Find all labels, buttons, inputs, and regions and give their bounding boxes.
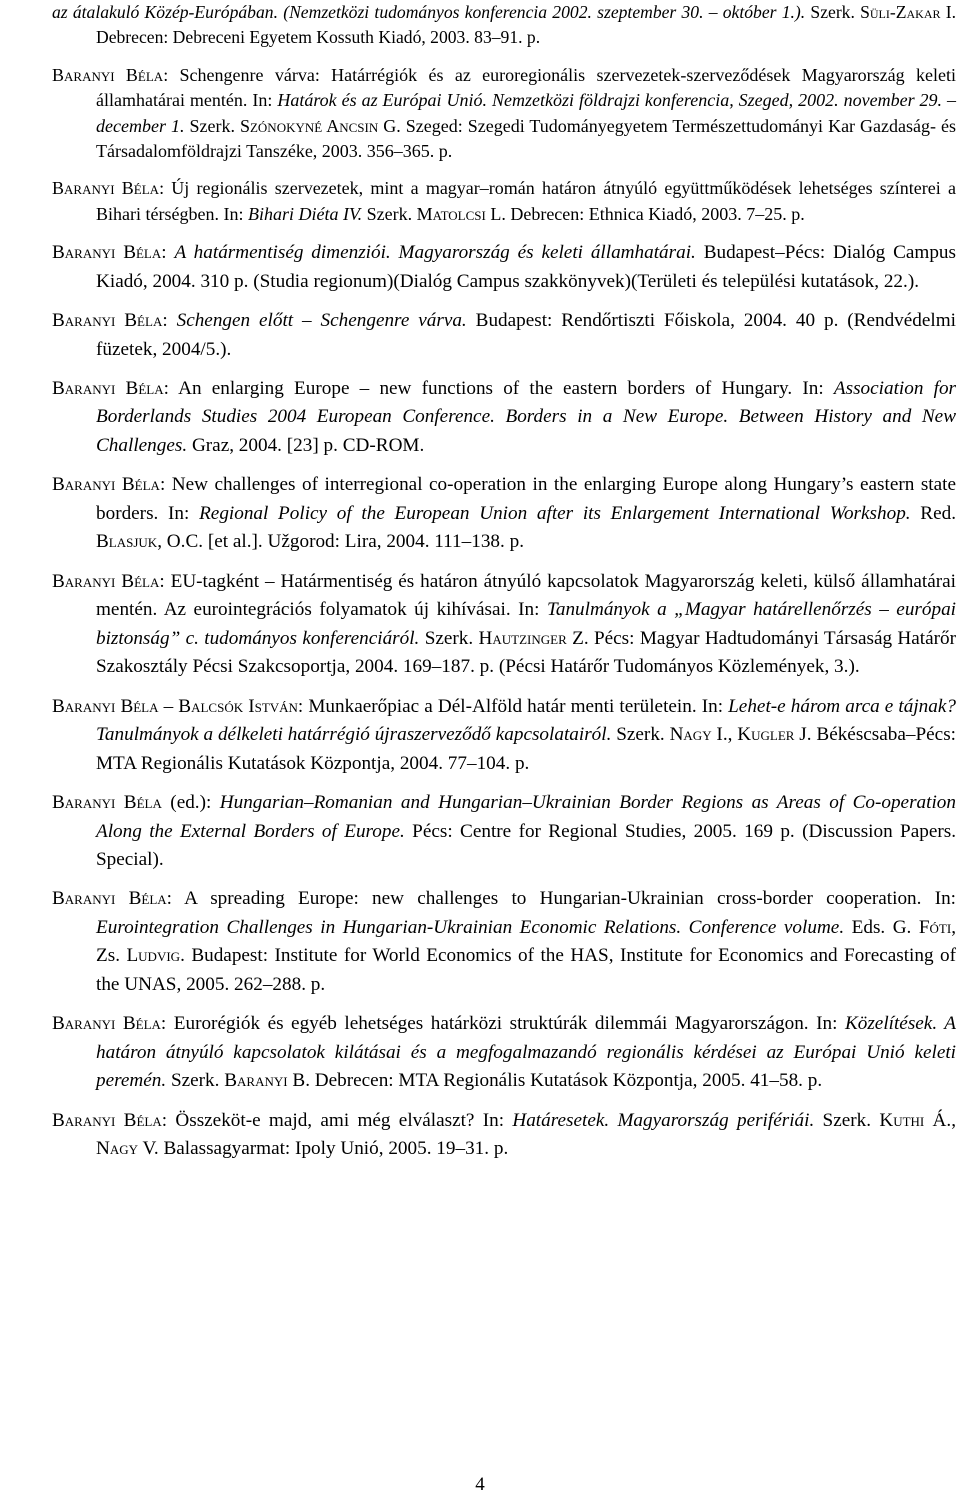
- entry-text: Szerk.: [611, 724, 670, 746]
- author-name: Szónokyné Ancsin: [239, 115, 379, 136]
- publication-title: Határesetek. Magyarország perifériái.: [512, 1109, 815, 1131]
- entry-text: Eds. G.: [844, 916, 919, 938]
- entry-text: I. Debrecen: Debreceni Egyetem Kossuth Kiadó, 2003. 83–91. p.: [96, 2, 956, 48]
- entry-text: : Összeköt-e majd, ami még elválaszt? In:: [161, 1109, 513, 1131]
- bibliography-entry: [52, 471, 956, 557]
- bibliography-list: [52, 0, 956, 1164]
- author-name: Nagy: [669, 724, 712, 746]
- author-name: Baranyi Béla: [52, 888, 167, 910]
- entry-text: :: [162, 310, 177, 332]
- bibliography-entry: [52, 63, 956, 165]
- entry-text: Szerk.: [814, 1109, 880, 1131]
- bibliography-entry: [52, 693, 956, 779]
- author-name: Kugler: [737, 724, 795, 746]
- entry-text: Szerk.: [805, 2, 861, 22]
- entry-text: : Eurorégiók és egyéb lehetséges határközi struktúrák dilemmái Magyarországon. In:: [160, 1013, 845, 1035]
- author-name: Baranyi Béla: [52, 310, 163, 332]
- publication-title: az átalakuló Közép-Európában. (Nemzetközi tudományos konferencia 2002. szeptember 30. – október 1.).: [52, 2, 806, 22]
- author-name: Baranyi Béla: [52, 474, 160, 496]
- publication-title: Bihari Diéta IV.: [247, 203, 363, 224]
- entry-text: G. Szeged: Szegedi Tudományegyetem Természettudományi Kar Gazdaság- és Társadalomföldrajzi Tanszéke, 2003. 356–365. p.: [96, 115, 957, 162]
- entry-text: (ed.):: [161, 791, 220, 813]
- bibliography-entry: [52, 0, 956, 51]
- bibliography-entry: [52, 307, 956, 364]
- bibliography-entry: [52, 176, 956, 227]
- publication-title: Határok és az Európai Unió. Nemzetközi földrajzi konferencia, Szeged, 2002. november 29. – december 1.: [96, 90, 957, 136]
- author-name: Blasjuk: [96, 531, 158, 553]
- author-name: Baranyi: [224, 1070, 288, 1092]
- publication-title: A határmentiség dimenziói. Magyarország és keleti államhatárai.: [174, 242, 696, 264]
- publication-title: Schengen előtt – Schengenre várva.: [176, 310, 467, 332]
- entry-text: L. Debrecen: Ethnica Kiadó, 2003. 7–25. p.: [485, 203, 805, 224]
- entry-text: Szerk.: [184, 115, 240, 136]
- author-name: Fóti: [918, 916, 952, 938]
- author-name: Baranyi Béla: [52, 377, 164, 399]
- author-name: Baranyi Béla: [52, 64, 164, 85]
- author-name: Nagy: [96, 1138, 139, 1160]
- publication-title: Regional Policy of the European Union after its Enlargement International Workshop.: [199, 502, 911, 524]
- entry-text: Á.,: [924, 1109, 957, 1131]
- entry-text: Pécs: Centre for Regional Studies, 2005. 169 p. (Discussion Papers. Special).: [96, 820, 957, 871]
- entry-text: , Zs.: [96, 916, 956, 967]
- entry-text: : EU-tagként – Határmentiség és határon átnyúló kapcsolatok Magyarország keleti, külső államhatárai mentén. Az eurointegrációs folyamatok új kihívásai. In:: [96, 570, 956, 621]
- entry-text: : An enlarging Europe – new functions of the eastern borders of Hungary. In:: [163, 377, 834, 399]
- entry-text: V. Balassagyarmat: Ipoly Unió, 2005. 19–31. p.: [138, 1138, 509, 1160]
- bibliography-entry: [52, 375, 956, 461]
- bibliography-page: [52, 0, 956, 1174]
- author-name: Kuthi: [879, 1109, 925, 1131]
- author-name: Hautzinger: [478, 627, 567, 649]
- author-name: Ludvig: [126, 945, 181, 967]
- publication-title: Közelítések. A határon átnyúló kapcsolatok kilátásai és a megfogalmazandó regionális kérdései az Európai Unió keleti peremén.: [96, 1013, 956, 1092]
- entry-text: :: [161, 242, 175, 264]
- publication-title: Eurointegration Challenges in Hungarian-Ukrainian Economic Relations. Conference volume.: [96, 916, 845, 938]
- bibliography-entry: [52, 239, 956, 296]
- entry-text: : A spreading Europe: new challenges to Hungarian-Ukrainian cross-border cooperation. In:: [166, 888, 957, 910]
- entry-text: I.,: [711, 724, 738, 746]
- author-name: Matolcsi: [416, 203, 486, 224]
- entry-text: : Schengenre várva: Határrégiók és az euroregionális szervezetek-szerveződések Magyarország keleti államhatárai mentén. In:: [96, 64, 956, 111]
- author-name: Baranyi Béla: [52, 570, 160, 592]
- author-name: Baranyi Béla: [52, 242, 162, 264]
- bibliography-entry: [52, 789, 956, 875]
- entry-text: : New challenges of interregional co-operation in the enlarging Europe along Hungary’s eastern state borders. In:: [96, 474, 956, 524]
- entry-text: Budapest–Pécs: Dialóg Campus Kiadó, 2004. 310 p. (Studia regionum)(Dialóg Campus szakkönyvek)(Területi és települési kutatások, 22.).: [96, 242, 956, 292]
- entry-text: Z. Pécs: Magyar Hadtudományi Társaság Határőr Szakosztály Pécsi Szakcsoportja, 2004. 169–187. p. (Pécsi Határőr Tudományos Közlemények, 3.).: [96, 627, 956, 678]
- entry-text: , O.C. [et al.]. Užgorod: Lira, 2004. 111–138. p.: [157, 531, 525, 553]
- author-name: Baranyi Béla: [52, 1013, 161, 1035]
- entry-text: Red.: [910, 502, 957, 524]
- author-name: Süli-Zakar: [860, 2, 941, 22]
- entry-text: : Munkaerőpiac a Dél-Alföld határ menti területein. In:: [297, 695, 729, 717]
- bibliography-entry: [52, 1010, 956, 1096]
- author-name: Baranyi Béla: [52, 1109, 162, 1131]
- entry-text: Graz, 2004. [23] p. CD-ROM.: [187, 435, 425, 456]
- author-name: Baranyi Béla: [52, 178, 160, 199]
- bibliography-entry: [52, 885, 956, 999]
- page-number: 4: [475, 1474, 485, 1495]
- bibliography-entry: [52, 1107, 956, 1164]
- publication-title: Hungarian–Romanian and Hungarian–Ukrainian Border Regions as Areas of Co-operation Along the External Borders of Europe.: [96, 791, 956, 842]
- bibliography-entry: [52, 568, 956, 682]
- publication-title: Association for Borderlands Studies 2004 European Conference. Borders in a New Europe. Between History and New Challenges.: [96, 377, 957, 456]
- entry-text: Szerk.: [362, 203, 417, 224]
- entry-text: J. Békéscsaba–Pécs: MTA Regionális Kutatások Központja, 2004. 77–104. p.: [96, 724, 956, 774]
- entry-text: B. Debrecen: MTA Regionális Kutatások Központja, 2005. 41–58. p.: [287, 1070, 823, 1092]
- entry-text: Budapest: Rendőrtiszti Főiskola, 2004. 40 p. (Rendvédelmi füzetek, 2004/5.).: [96, 310, 956, 360]
- entry-text: . Budapest: Institute for World Economics of the HAS, Institute for Economics and Forecasting of the UNAS, 2005. 262–288. p.: [96, 945, 957, 996]
- publication-title: Tanulmányok a „Magyar határellenőrzés – európai biztonság” c. tudományos konferenciáról.: [96, 599, 956, 649]
- entry-text: : Új regionális szervezetek, mint a magyar–román határon átnyúló együttműködések lehetséges színterei a Bihari térségben. In:: [96, 178, 956, 224]
- entry-text: Szerk.: [419, 627, 479, 649]
- entry-text: Szerk.: [166, 1070, 225, 1092]
- publication-title: Lehet-e három arca e tájnak? Tanulmányok a délkeleti határrégió újraszerveződő kapcsolatairól.: [96, 695, 956, 746]
- author-name: Baranyi Béla: [52, 791, 162, 813]
- author-name: Baranyi Béla – Balcsók István: [52, 695, 298, 717]
